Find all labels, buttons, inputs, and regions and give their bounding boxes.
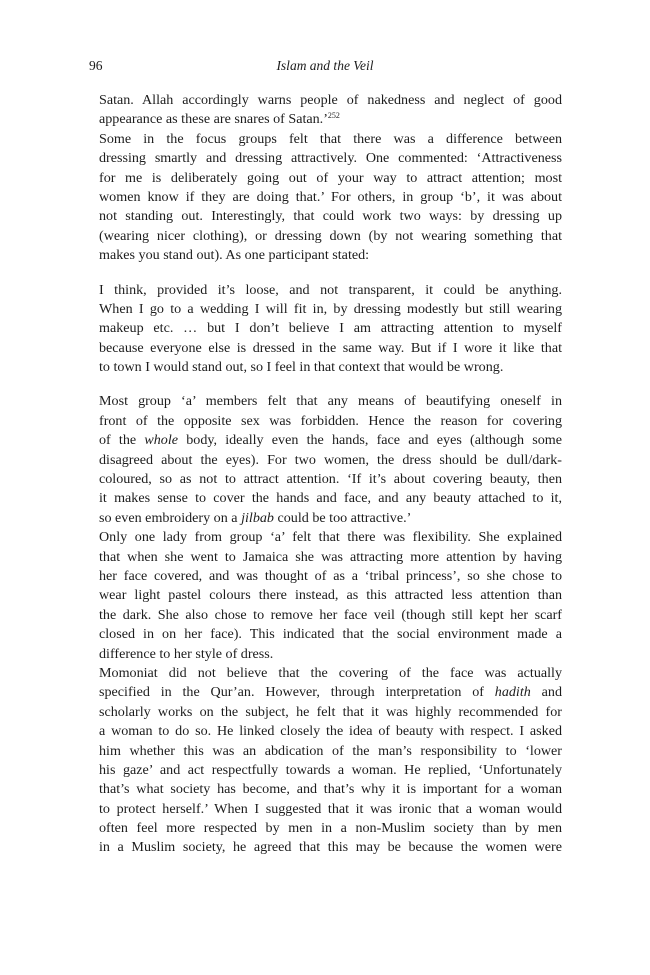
text-line [99, 431, 562, 450]
text-line: women know if they are doing that.’ For others, in group ‘b’, it was about [99, 188, 562, 205]
text-line: often feel more respected by men in a non-Muslim society than by men [99, 820, 562, 837]
text-line: wear light pastel colours there instead, as this attracted less attention than [99, 587, 562, 604]
page-number: 96 [89, 58, 103, 73]
text-line: for me is deliberately going out of your way to attract attention; most [99, 169, 562, 186]
text-line: that when she went to Jamaica she was attracting more attention by having [99, 548, 562, 565]
text-line: his gaze’ and act respectfully towards a woman. He replied, ‘Unfortunately [99, 761, 562, 778]
block-quote [99, 281, 562, 378]
text-segment: and [530, 684, 562, 701]
quote-line: makeup etc. … but I don’t believe I am attracting attention to myself [99, 320, 562, 337]
emphasis: whole [144, 432, 179, 449]
text-line: him whether this was an abdication of the man’s responsibility to ‘lower [99, 742, 562, 759]
quote-line: When I go to a wedding I will fit in, by dressing modestly but still wearing [99, 300, 562, 317]
text-line: Most group ‘a’ members felt that any means of beautifying oneself in [99, 393, 562, 410]
footnote-marker: 252 [327, 111, 340, 121]
text-segment: of the [99, 432, 145, 449]
text-segment: specified in the Qur’an. However, through interpretation of [99, 684, 495, 701]
text-line: it makes sense to cover the hands and face, and any beauty attached to it, [99, 490, 562, 507]
text-line: makes you stand out). As one participant stated: [99, 247, 370, 264]
quote-line: because everyone else is dressed in the same way. But if I wore it like that [99, 339, 562, 356]
quote-line: I think, provided it’s loose, and not transparent, it could be anything. [99, 281, 562, 298]
text-line: Some in the focus groups felt that there was a difference between [99, 130, 562, 147]
text-line: a woman to do so. He linked closely the idea of beauty with respect. I asked [99, 723, 562, 740]
text-segment: body, ideally even the hands, face and eyes (although some [178, 432, 562, 449]
text-line: to protect herself.’ When I suggested that it was ironic that a woman would [99, 800, 562, 817]
quote-line: to town I would stand out, so I feel in that context that would be wrong. [99, 359, 504, 376]
paragraph [99, 528, 562, 664]
page-header [89, 58, 561, 78]
running-head: Islam and the Veil [276, 58, 374, 73]
text-line: scholarly works on the subject, he felt that it was highly recommended for [99, 703, 562, 720]
paragraph [99, 392, 562, 528]
text-line: her face covered, and was thought of as a ‘tribal princess’, so she chose to [99, 567, 562, 584]
text-line: in a Muslim society, he agreed that this may be because the women were [99, 839, 562, 856]
text-line [99, 509, 562, 528]
text-line: that’s what society has become, and that’s why it is important for a woman [99, 781, 562, 798]
paragraph [99, 664, 562, 858]
text-line: Only one lady from group ‘a’ felt that there was flexibility. She explained [99, 529, 562, 546]
paragraph [99, 130, 562, 266]
text-line [99, 683, 562, 702]
text-line: Satan. Allah accordingly warns people of nakedness and neglect of good [99, 92, 562, 108]
text-line: coloured, so as not to attract attention. ‘If it’s about covering beauty, then [99, 471, 562, 488]
text-line: (wearing nicer clothing), or dressing down (by not wearing something that [99, 227, 562, 244]
emphasis: hadith [494, 684, 531, 701]
text-line: closed in on her face). This indicated that the social environment made a [99, 626, 562, 643]
emphasis: jilbab [241, 509, 274, 526]
text-line: dressing smartly and dressing attractively. One commented: ‘Attractiveness [99, 150, 562, 167]
text-line: front of the opposite sex was forbidden. Hence the reason for covering [99, 412, 562, 429]
text-segment: appearance as these are snares of Satan.’ [99, 111, 328, 128]
text-line: not standing out. Interestingly, that could work two ways: by dressing up [99, 208, 562, 225]
text-line [99, 110, 562, 129]
text-line: Momoniat did not believe that the covering of the face was actually [99, 664, 562, 681]
text-line: the dark. She also chose to remove her face veil (though still kept her scarf [99, 606, 562, 623]
body-text [99, 91, 562, 858]
text-segment: could be too attractive.’ [273, 509, 412, 526]
text-line: difference to her style of dress. [99, 645, 274, 662]
text-line: disagreed about the eyes). For two women, the dress should be dull/dark- [99, 451, 562, 468]
text-segment: so even embroidery on a [99, 509, 242, 526]
paragraph [99, 91, 562, 130]
